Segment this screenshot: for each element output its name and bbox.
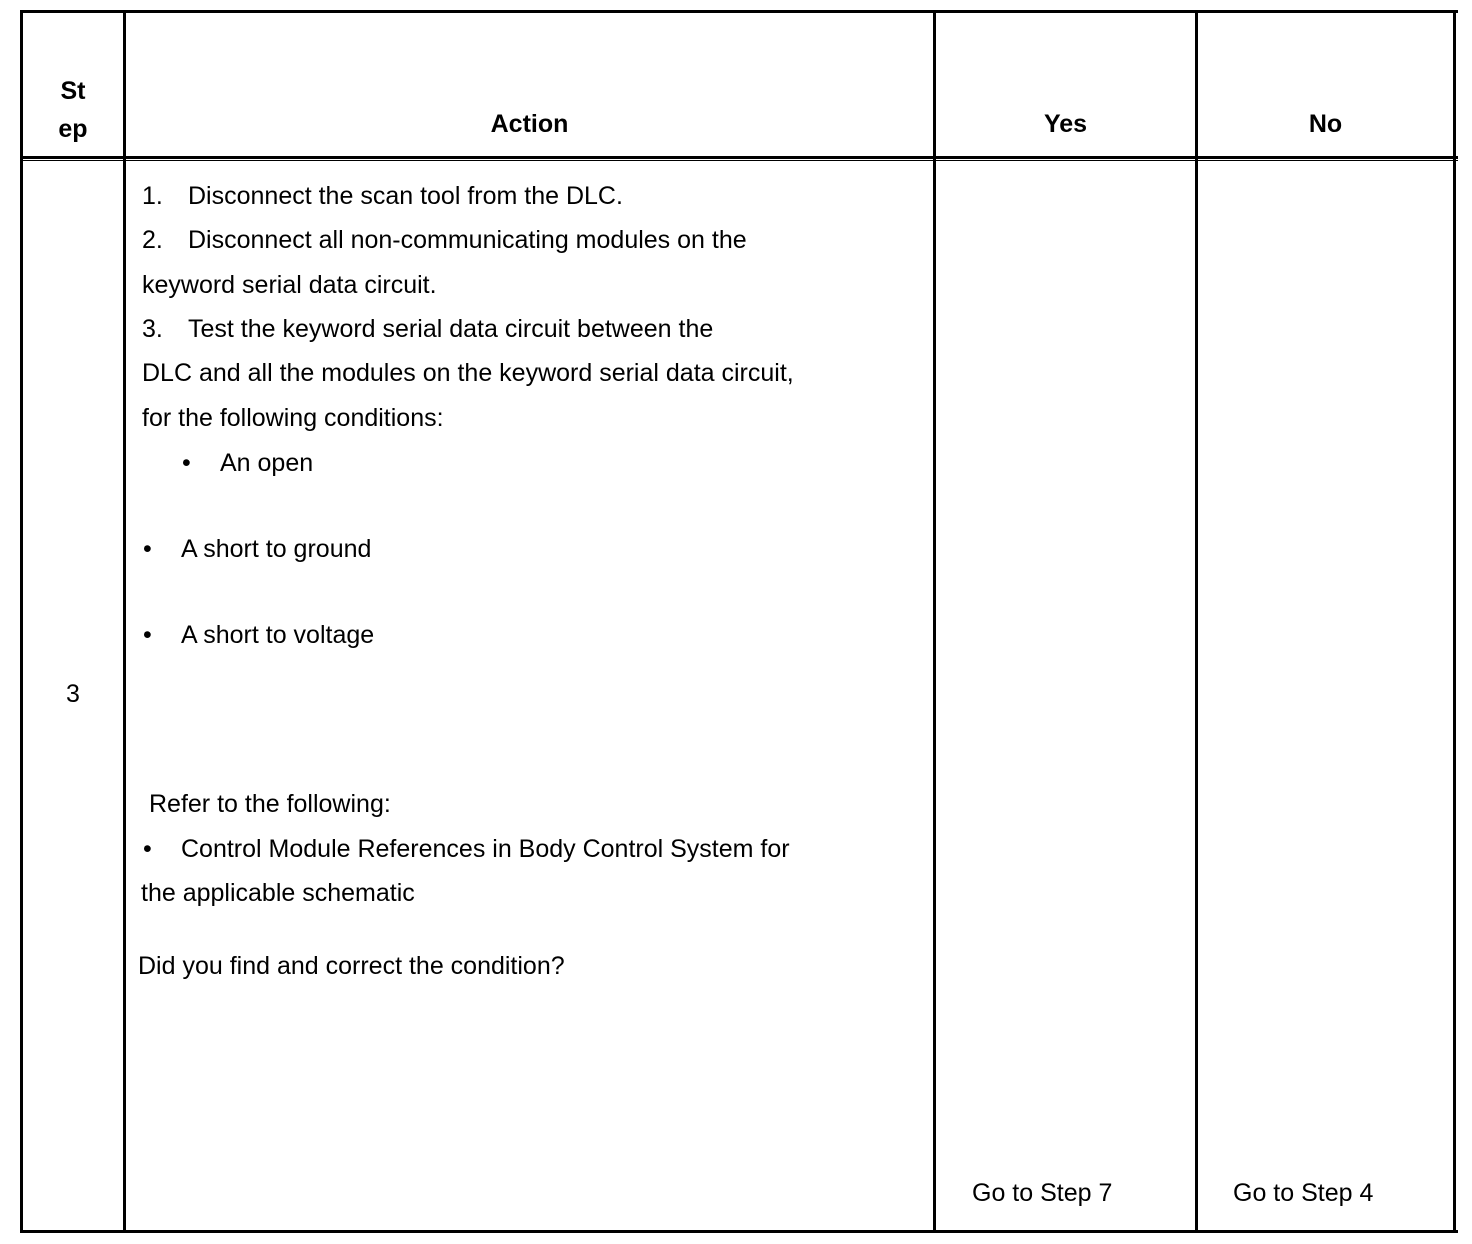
- bullet-icon: •: [182, 449, 191, 477]
- header-bottom-rule: [20, 156, 1458, 159]
- refer-item: [143, 835, 790, 864]
- refer-item-continuation: the applicable schematic: [141, 879, 415, 907]
- action-item-3-text: Test the keyword serial data circuit between the: [188, 315, 714, 343]
- header-action: Action: [490, 110, 569, 138]
- refer-item-text: Control Module References in Body Control System for: [181, 835, 790, 863]
- action-item-3-continuation-1: DLC and all the modules on the keyword serial data circuit,: [142, 359, 794, 387]
- action-item-3-number: 3.: [142, 315, 163, 343]
- header-step-line-2: ep: [58, 115, 88, 143]
- condition-open: [182, 449, 313, 478]
- action-item-2-continuation: keyword serial data circuit.: [142, 271, 437, 299]
- header-step: [23, 72, 123, 148]
- step-number: 3: [66, 680, 80, 708]
- col-divider-action: [933, 10, 936, 1233]
- action-item-3: [142, 315, 713, 344]
- no-result: Go to Step 4: [1233, 1179, 1374, 1207]
- bullet-icon: •: [143, 835, 152, 863]
- action-item-3-continuation-2: for the following conditions:: [142, 404, 444, 432]
- header-yes: Yes: [1043, 110, 1088, 138]
- condition-short-ground: [143, 535, 371, 564]
- refer-heading: Refer to the following:: [149, 790, 391, 818]
- bullet-icon: •: [143, 535, 152, 563]
- col-divider-yes: [1195, 10, 1198, 1233]
- condition-short-voltage: [143, 621, 374, 650]
- condition-short-voltage-text: A short to voltage: [181, 621, 375, 649]
- action-item-1-number: 1.: [142, 182, 163, 210]
- action-item-1: [142, 182, 623, 211]
- header-step-line-1: St: [60, 77, 86, 105]
- header-top-rule: [20, 10, 1458, 13]
- col-divider-step: [123, 10, 126, 1233]
- action-item-2: [142, 226, 747, 255]
- action-item-1-text: Disconnect the scan tool from the DLC.: [188, 182, 623, 210]
- yes-result: Go to Step 7: [972, 1179, 1113, 1207]
- col-divider-right: [1453, 10, 1456, 1233]
- action-item-2-text: Disconnect all non-communicating modules on the: [188, 226, 747, 254]
- header-no: No: [1308, 110, 1343, 138]
- action-item-2-number: 2.: [142, 226, 163, 254]
- header-bottom-rule-2: [20, 160, 1458, 161]
- question: Did you find and correct the condition?: [138, 952, 565, 980]
- condition-open-text: An open: [220, 449, 314, 477]
- condition-short-ground-text: A short to ground: [181, 535, 372, 563]
- bullet-icon: •: [143, 621, 152, 649]
